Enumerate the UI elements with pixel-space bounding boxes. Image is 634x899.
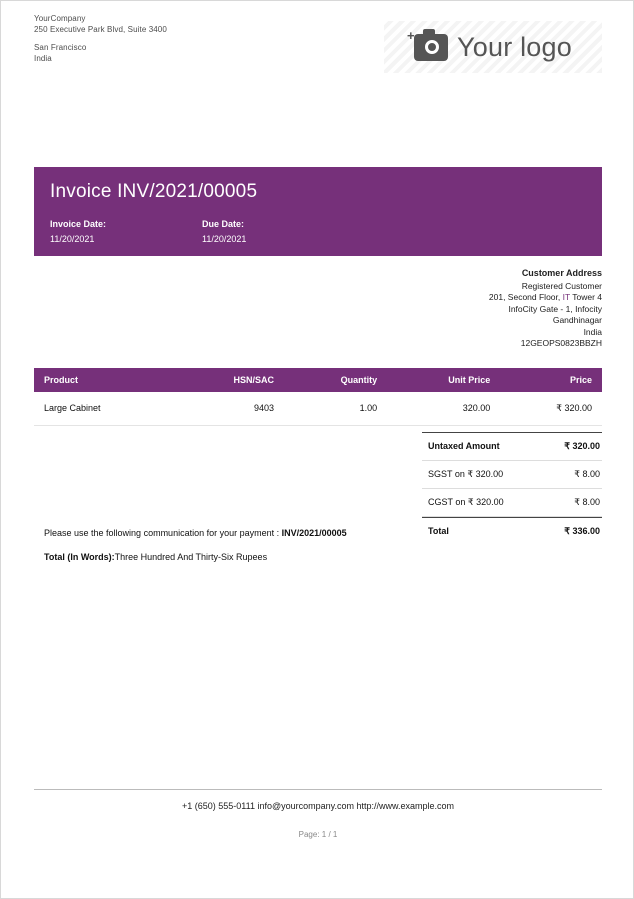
table-header-row xyxy=(34,368,602,392)
totals-and-notes xyxy=(34,432,602,562)
total-label-cgst: CGST on ₹ 320.00 xyxy=(428,496,504,507)
footer-contact: +1 (650) 555-0111 info@yourcompany.com http://www.example.com xyxy=(181,801,455,811)
cell-quantity: 1.00 xyxy=(284,392,387,426)
column-header-hsn: HSN/SAC xyxy=(174,368,284,392)
logo-placeholder xyxy=(384,21,602,73)
customer-city: Gandhinagar xyxy=(552,315,602,325)
total-row-grand xyxy=(422,517,602,545)
page-title: Invoice INV/2021/00005 xyxy=(50,181,258,202)
company-address-line: 250 Executive Park Blvd, Suite 3400 xyxy=(34,25,167,34)
customer-address-line-2 xyxy=(34,292,602,304)
total-row-sgst xyxy=(422,461,602,489)
invoice-date-value: 11/20/2021 xyxy=(50,234,95,244)
total-amount-sgst: ₹ 8.00 xyxy=(574,468,600,479)
total-row-cgst xyxy=(422,489,602,517)
due-date-value: 11/20/2021 xyxy=(202,234,247,244)
totals-block xyxy=(422,432,602,545)
page-number: Page: 1 / 1 xyxy=(298,830,338,839)
footer-divider xyxy=(34,789,602,790)
total-amount-untaxed: ₹ 320.00 xyxy=(564,440,600,451)
payment-communication xyxy=(44,528,424,538)
total-amount-grand: ₹ 336.00 xyxy=(564,525,600,536)
payment-note-text: Please use the following communication for your payment : xyxy=(44,527,282,538)
total-in-words-value: Three Hundred And Thirty-Six Rupees xyxy=(114,551,268,562)
invoice-lines-table xyxy=(34,368,602,426)
cell-product: Large Cabinet xyxy=(34,392,174,426)
total-in-words xyxy=(44,552,424,562)
company-name: YourCompany xyxy=(34,14,86,23)
due-date-label: Due Date: xyxy=(202,219,245,229)
payment-notes xyxy=(44,528,424,562)
invoice-title-band xyxy=(34,167,602,256)
total-in-words-label: Total (In Words): xyxy=(44,551,115,562)
document-footer xyxy=(34,789,602,839)
due-date-block xyxy=(202,219,354,244)
company-city: San Francisco xyxy=(34,43,87,52)
payment-reference: INV/2021/00005 xyxy=(281,527,347,538)
column-header-price: Price xyxy=(500,368,602,392)
document-header xyxy=(34,13,602,87)
customer-line2-post: Tower 4 xyxy=(570,292,602,302)
cell-price: ₹ 320.00 xyxy=(500,392,602,426)
customer-address-line-3: InfoCity Gate - 1, Infocity xyxy=(508,303,602,314)
total-row-untaxed xyxy=(422,432,602,461)
cell-hsn: 9403 xyxy=(174,392,284,426)
column-header-unit-price: Unit Price xyxy=(387,368,500,392)
total-amount-cgst: ₹ 8.00 xyxy=(574,496,600,507)
table-row xyxy=(34,392,602,426)
customer-address xyxy=(34,268,602,350)
company-country: India xyxy=(34,54,52,63)
column-header-product: Product xyxy=(34,368,174,392)
customer-country: India xyxy=(583,326,602,337)
invoice-dates xyxy=(50,219,586,244)
customer-address-heading: Customer Address xyxy=(521,268,602,278)
total-label-grand: Total xyxy=(428,525,449,536)
customer-gstin: 12GEOPS0823BBZH xyxy=(520,338,602,348)
column-header-quantity: Quantity xyxy=(284,368,387,392)
total-label-sgst: SGST on ₹ 320.00 xyxy=(428,468,504,479)
logo-text: Your logo xyxy=(457,31,572,62)
invoice-date-label: Invoice Date: xyxy=(50,219,107,229)
invoice-date-block xyxy=(50,219,202,244)
customer-line2-pre: 201, Second Floor, xyxy=(488,292,563,302)
plus-icon: + xyxy=(407,27,415,43)
cell-unit-price: 320.00 xyxy=(387,392,500,426)
camera-icon xyxy=(407,27,448,61)
customer-line2-highlight: IT xyxy=(562,292,571,302)
total-label-untaxed: Untaxed Amount xyxy=(428,440,500,451)
page-content xyxy=(34,13,602,562)
customer-name: Registered Customer xyxy=(521,280,602,291)
